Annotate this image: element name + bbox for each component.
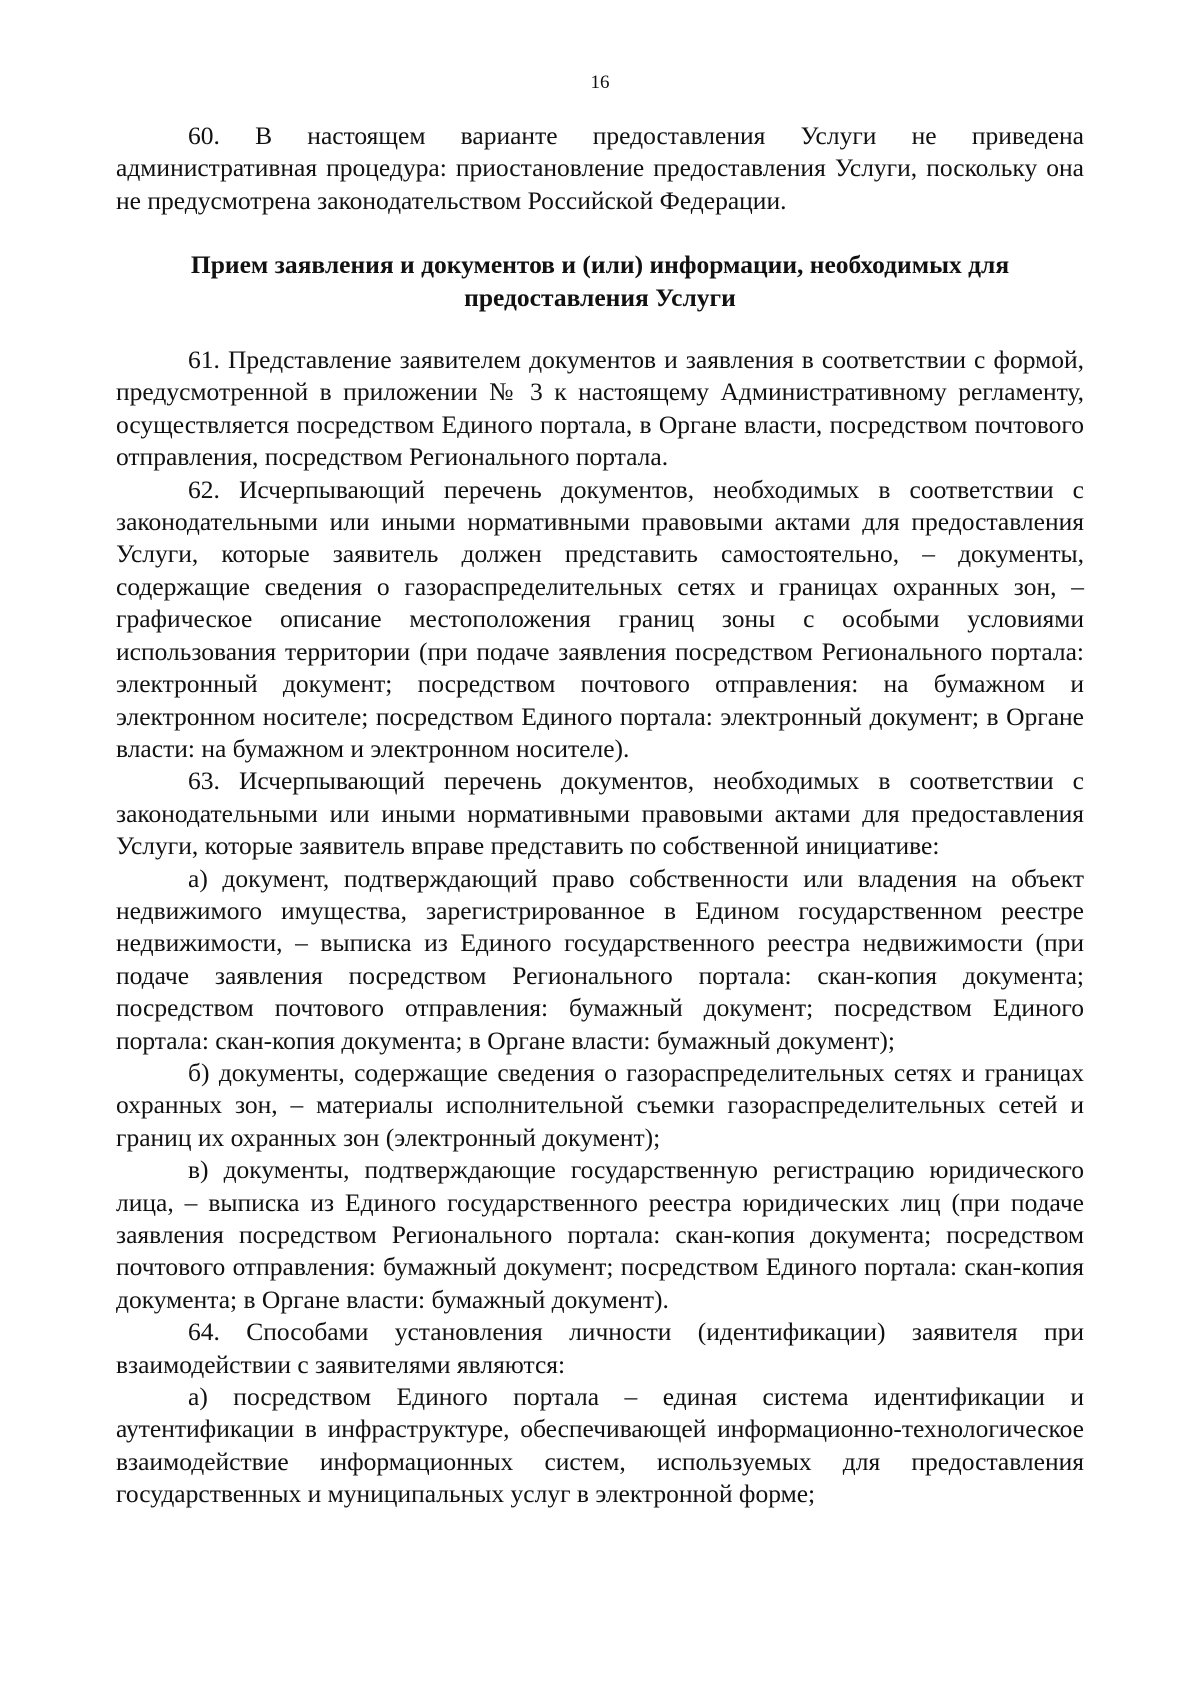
paragraph-61: 61. Представление заявителем документов и заявления в соответствии с формой, предусмотренной в приложении № 3 к настоящему Административному регламенту, осуществляется посредством Единого портала, в Органе власти, посредством почтового отправления, посредством Регионального портала. [116,345,1084,472]
paragraph-63-a: а) документ, подтверждающий право собственности или владения на объект недвижимого имущества, зарегистрированное в Едином государственном реестре недвижимости, – выписка из Единого государственного реестра недвижимости (при подаче заявления посредством Регионального портала: скан-копия документа; посредством почтового отправления: бумажный документ; посредством Единого портала: скан-копия документа; в Органе власти: бумажный документ); [116,863,1084,1055]
paragraph-60: 60. В настоящем варианте предоставления Услуги не приведена административная процедура: приостановление предоставления Услуги, поскольку она не предусмотрена законодательством Российской Федерации. [116,121,1084,215]
section-heading [116,249,1084,314]
page-number: 16 [590,72,610,93]
paragraph-63-b: б) документы, содержащие сведения о газораспределительных сетях и границах охранных зон, – материалы исполнительной съемки газораспределительных сетей и границ их охранных зон (электронный документ); [116,1057,1084,1152]
paragraph-64: 64. Способами установления личности (идентификации) заявителя при взаимодействии с заявителями являются: [116,1317,1084,1379]
paragraph-63-v: в) документы, подтверждающие государственную регистрацию юридического лица, – выписка из Единого государственного реестра юридических лиц (при подаче заявления посредством Регионального портала: скан-копия документа; посредством почтового отправления: бумажный документ; посредством Единого портала: скан-копия документа; в Органе власти: бумажный документ). [116,1155,1084,1314]
paragraph-62: 62. Исчерпывающий перечень документов, необходимых в соответствии с законодательными или иными нормативными правовыми актами для предоставления Услуги, которые заявитель должен представить самостоятельно, – документы, содержащие сведения о газораспределительных сетях и границах охранных зон, – графическое описание местоположения границ зоны с особыми условиями использования территории (при подаче заявления посредством Регионального портала: электронный документ; посредством почтового отправления: на бумажном и электронном носителе; посредством Единого портала: электронный документ; в Органе власти: на бумажном и электронном носителе). [116,474,1084,763]
section-heading-line-1: Прием заявления и документов и (или) информации, необходимых для [190,250,1010,280]
paragraph-63: 63. Исчерпывающий перечень документов, необходимых в соответствии с законодательными или иными нормативными правовыми актами для предоставления Услуги, которые заявитель вправе представить по собственной инициативе: [116,766,1084,861]
section-heading-line-2: предоставления Услуги [464,282,736,312]
paragraph-64-a: а) посредством Единого портала – единая система идентификации и аутентификации в инфраструктуре, обеспечивающей информационно-технологическое взаимодействие информационных систем, используемых для предоставления государственных и муниципальных услуг в электронной форме; [116,1382,1084,1509]
document-body [116,120,1084,1511]
